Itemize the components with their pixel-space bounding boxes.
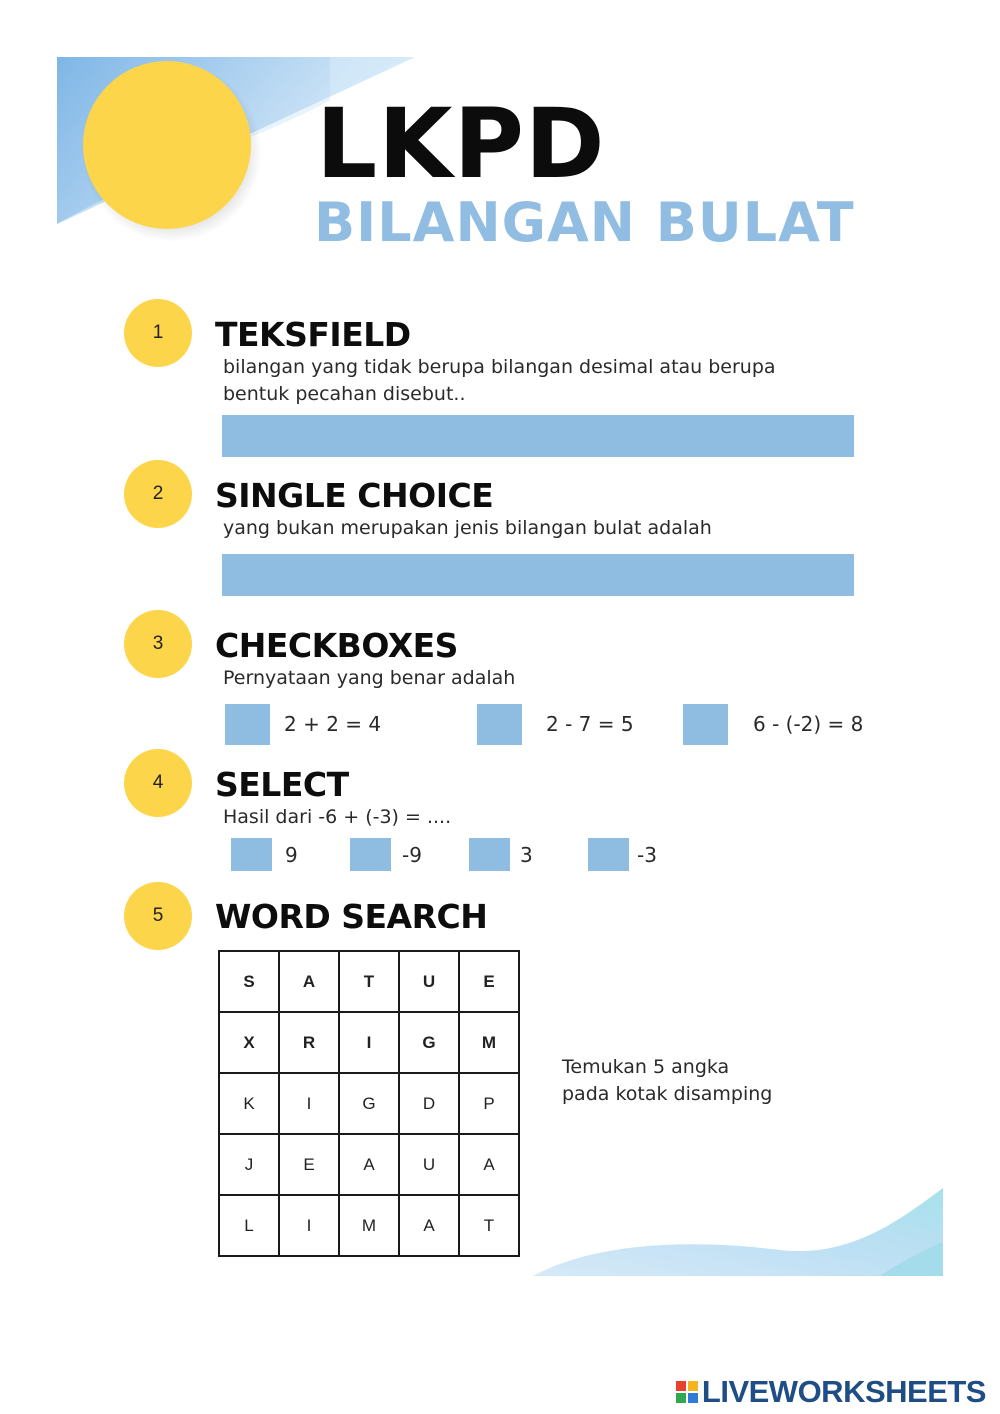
section-title-select: SELECT — [215, 765, 349, 804]
grid-cell[interactable]: A — [399, 1195, 459, 1256]
select-option-2[interactable] — [350, 838, 391, 871]
grid-cell[interactable]: E — [279, 1134, 339, 1195]
grid-cell[interactable]: G — [339, 1073, 399, 1134]
question-text: bilangan yang tidak berupa bilangan desimal atau berupa bentuk pecahan disebut.. — [223, 356, 776, 405]
grid-row — [219, 1012, 519, 1073]
liveworksheets-logo-icon — [676, 1381, 698, 1403]
grid-cell[interactable]: X — [219, 1012, 279, 1073]
text-answer-field[interactable] — [222, 415, 854, 457]
grid-cell[interactable]: D — [399, 1073, 459, 1134]
grid-cell[interactable]: A — [279, 951, 339, 1012]
section-title-teksfield: TEKSFIELD — [215, 315, 411, 354]
select-option-label: 3 — [520, 843, 533, 867]
instruction-line: Temukan 5 angka — [562, 1056, 730, 1078]
select-option-label: 9 — [285, 843, 298, 867]
select-option-3[interactable] — [469, 838, 510, 871]
grid-row — [219, 951, 519, 1012]
select-option-4[interactable] — [588, 838, 629, 871]
section-title-word-search: WORD SEARCH — [215, 897, 488, 936]
grid-cell[interactable]: K — [219, 1073, 279, 1134]
question-text: Pernyataan yang benar adalah — [223, 667, 516, 689]
grid-row — [219, 1073, 519, 1134]
page-subtitle: BILANGAN BULAT — [314, 191, 855, 254]
checkbox-option-3[interactable] — [683, 704, 728, 745]
select-option-1[interactable] — [231, 838, 272, 871]
select-option-label: -9 — [402, 843, 422, 867]
checkbox-option-label: 2 - 7 = 5 — [546, 712, 634, 736]
grid-cell[interactable]: P — [459, 1073, 519, 1134]
liveworksheets-brand[interactable] — [676, 1374, 986, 1410]
grid-cell[interactable]: M — [459, 1012, 519, 1073]
grid-cell[interactable]: U — [399, 1134, 459, 1195]
section-number-badge: 4 — [124, 749, 192, 817]
grid-cell[interactable]: I — [339, 1012, 399, 1073]
word-search-grid[interactable] — [218, 950, 520, 1257]
bottom-wave-accent — [880, 1242, 943, 1276]
yellow-sun-circle — [83, 61, 251, 229]
question-text: Hasil dari -6 + (-3) = .... — [223, 806, 452, 828]
select-option-label: -3 — [637, 843, 657, 867]
grid-cell[interactable]: A — [459, 1134, 519, 1195]
single-choice-dropdown[interactable] — [222, 554, 854, 596]
question-text: yang bukan merupakan jenis bilangan bulat adalah — [223, 517, 712, 539]
grid-cell[interactable]: T — [459, 1195, 519, 1256]
brand-text: LIVEWORKSHEETS — [701, 1374, 986, 1409]
section-number-badge: 5 — [124, 882, 192, 950]
section-title-single-choice: SINGLE CHOICE — [215, 476, 494, 515]
grid-cell[interactable]: E — [459, 951, 519, 1012]
bottom-wave-shape — [533, 1188, 943, 1276]
grid-cell[interactable]: M — [339, 1195, 399, 1256]
instruction-line: pada kotak disamping — [562, 1083, 773, 1105]
checkbox-option-label: 2 + 2 = 4 — [284, 712, 382, 736]
section-title-checkboxes: CHECKBOXES — [215, 626, 458, 665]
grid-cell[interactable]: J — [219, 1134, 279, 1195]
word-search-instruction — [562, 1054, 772, 1108]
grid-cell[interactable]: L — [219, 1195, 279, 1256]
page-title: LKPD — [316, 88, 606, 200]
grid-cell[interactable]: I — [279, 1073, 339, 1134]
checkbox-option-1[interactable] — [225, 704, 270, 745]
grid-cell[interactable]: A — [339, 1134, 399, 1195]
grid-cell[interactable]: S — [219, 951, 279, 1012]
grid-cell[interactable]: U — [399, 951, 459, 1012]
grid-row — [219, 1195, 519, 1256]
checkbox-option-label: 6 - (-2) = 8 — [753, 712, 864, 736]
section-number-badge: 2 — [124, 460, 192, 528]
grid-cell[interactable]: R — [279, 1012, 339, 1073]
grid-row — [219, 1134, 519, 1195]
grid-cell[interactable]: T — [339, 951, 399, 1012]
grid-cell[interactable]: G — [399, 1012, 459, 1073]
section-number-badge: 1 — [124, 299, 192, 367]
checkbox-option-2[interactable] — [477, 704, 522, 745]
grid-cell[interactable]: I — [279, 1195, 339, 1256]
section-number-badge: 3 — [124, 610, 192, 678]
